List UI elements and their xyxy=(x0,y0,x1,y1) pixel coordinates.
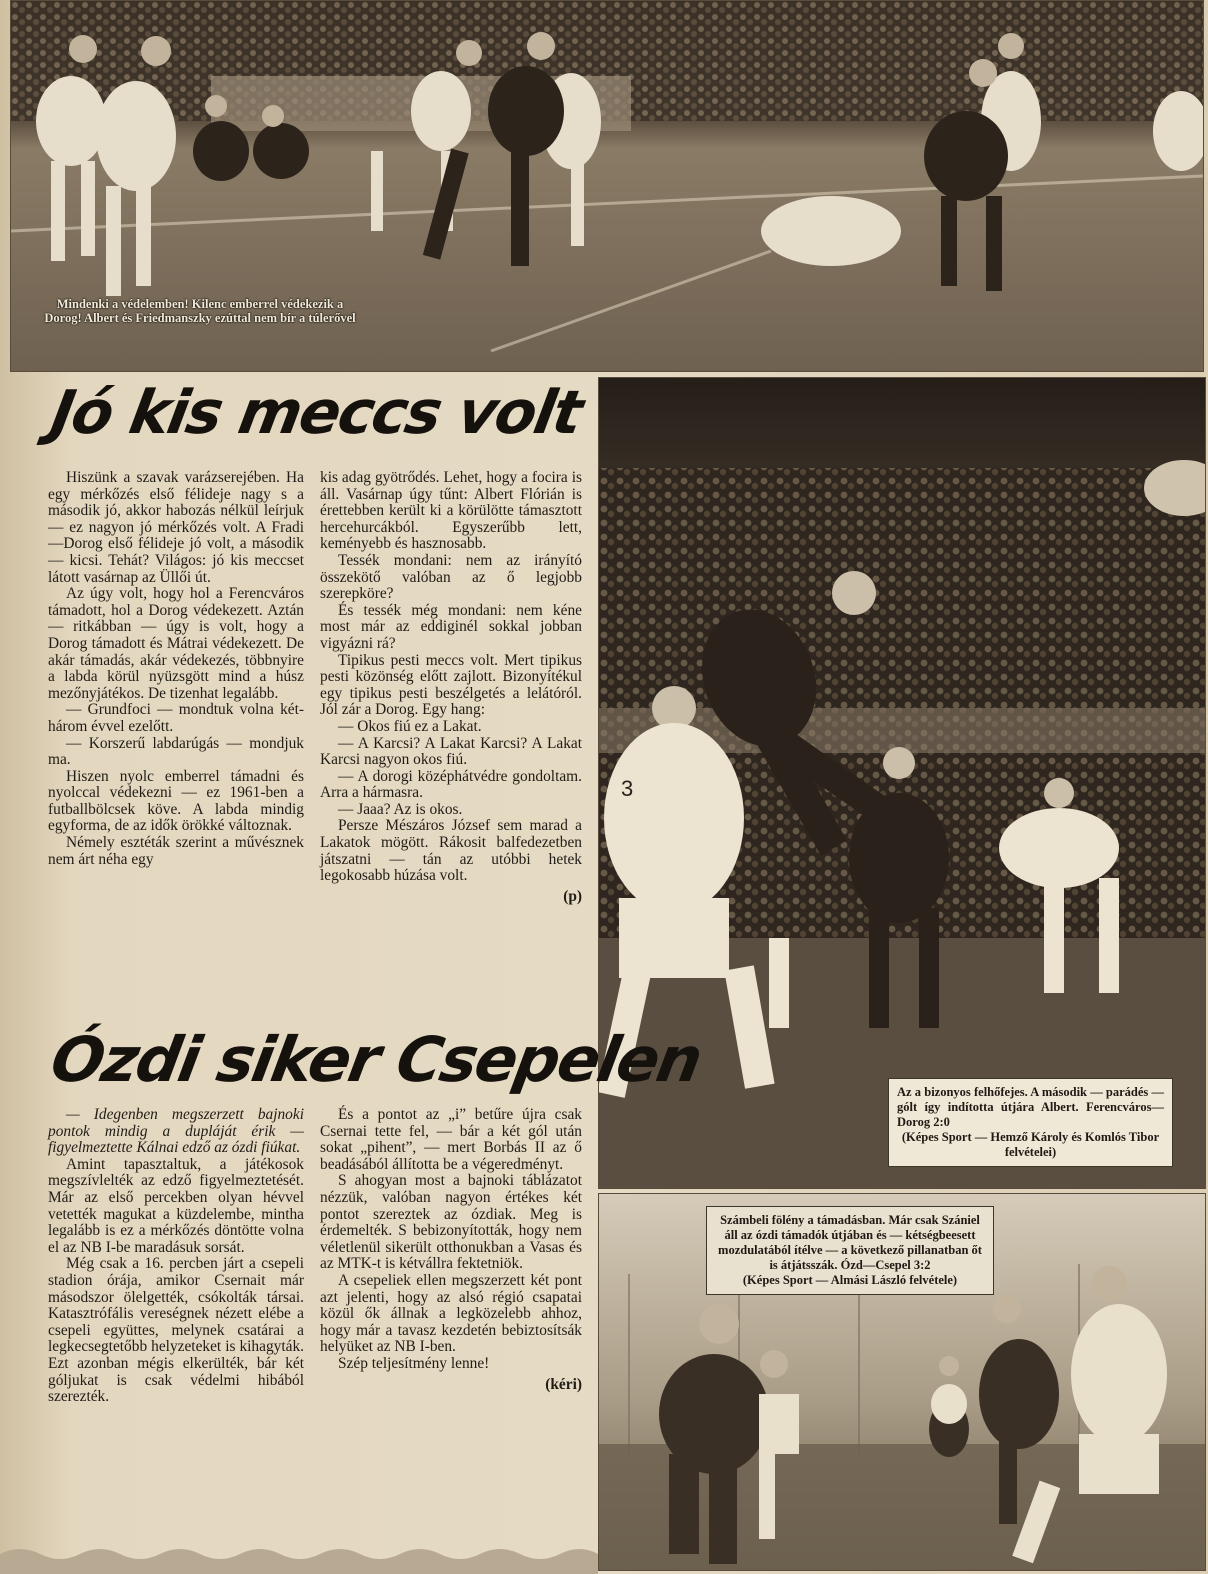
paragraph: — A dorogi középhátvédre gondoltam. Arra a hármasra. xyxy=(320,767,582,802)
shirt-number: 3 xyxy=(621,776,634,801)
article-1-column-1 xyxy=(48,470,304,868)
torn-edge xyxy=(0,1540,598,1574)
bottom-photo-caption-text: Számbeli fölény a támadásban. Már csak Szániel áll az ózdi támadók útjában és — kétségbeesett mozdulatából ítélve — a következő pillanatban őt is átjátsszák. Ózd—Csepel 3:2 xyxy=(718,1213,982,1272)
paragraph: — Idegenben megszerzett bajnoki pontok mindig a dupláját érik — figyelmeztette Kálnai edző az ózdi fiúkat. xyxy=(48,1106,304,1157)
bottom-photo-caption xyxy=(706,1206,994,1295)
headline-article-1: Jó kis meccs volt xyxy=(45,378,587,448)
author-signature: (p) xyxy=(563,887,582,905)
paragraph: — A Karcsi? A Lakat Karcsi? A Lakat Karcsi nagyon okos fiú. xyxy=(320,734,582,769)
paragraph: Amint tapasztaltuk, a játékosok megszívlelték az edző figyelmeztetését. Már az első percekben olyan hévvel vetették magukat a küzdelembe, mintha legalább is ez a mérkőzés döntötte volna el az NB I-be maradásuk sorsát. xyxy=(48,1155,304,1256)
paragraph: És tessék még mondani: nem kéne most már az eddiginél sokkal jobban vigyázni rá? xyxy=(320,601,582,652)
paragraph: Szép teljesítmény lenne! xyxy=(338,1354,490,1372)
top-photo-caption: Mindenki a védelemben! Kilenc emberrel védekezik a Dorog! Albert és Friedmanszky ezúttal nem bír a túlerővel xyxy=(44,297,356,325)
paragraph: Tipikus pesti meccs volt. Mert tipikus pesti közönség előtt zajlott. Bizonyítékul egy tipikus pesti beszélgetés a lelátóról. Jól zár a Dorog. Egy hang: xyxy=(320,651,582,719)
paragraph: És a pontot az „i” betűre újra csak Csernai tette fel, — bár a két gól után sokat „pihent”, — mert Borbás II az ő beadásából állította be a végeredményt. xyxy=(320,1106,582,1173)
paragraph: — Okos fiú ez a Lakat. xyxy=(338,717,482,735)
paragraph: Hiszünk a szavak varázserejében. Ha egy mérkőzés első félideje nagy s a második jó, akkor habozás nélkül leírjuk — ez nagyon jó mérkőzés volt. A Fradi—Dorog első félideje jó volt, a második — kicsi. Tehát? Világos: jó kis meccset látott vasárnap az Üllői út. xyxy=(48,469,304,586)
paragraph: Hiszen nyolc emberrel támadni és nyolccal védekezni — ez 1961-ben a futballbölcsek köve. A labda mindig egyforma, de az idők örökké változnak. xyxy=(48,767,304,835)
right-photo-caption-text: Az a bizonyos felhőfejes. A második — parádés — gólt így indította útjára Albert. Ferencváros—Dorog 2:0 xyxy=(897,1085,1164,1129)
paragraph: Persze Mészáros József sem marad a Lakatok mögött. Rákosit balfedezetben játszatni — tán az utóbbi hetek legokosabb húzása volt. xyxy=(320,817,582,885)
bottom-photo-credit: (Képes Sport — Almási László felvétele) xyxy=(742,1273,958,1287)
article-1-column-2 xyxy=(320,470,582,905)
paragraph: — Grundfoci — mondtuk volna két-három évvel ezelőtt. xyxy=(48,701,304,735)
paragraph: Még csak a 16. percben járt a csepeli stadion órája, amikor Csernait már másodszor ölelgették, csókolták társai. Katasztrófális vereségnek nézett elébe a csepeli együttes, melynek csatárai a legkecsegtetőbb helyzeteket is kihagyták. Ezt azonban mégis elkerülték, bár két góljukat is csak védelmi hibából szerezték. xyxy=(48,1255,304,1406)
right-photo-caption xyxy=(888,1078,1173,1167)
paragraph: Tessék mondani: nem az irányító összekötő valóban az ő legjobb szerepköre? xyxy=(320,551,582,603)
headline-article-2: Ózdi siker Csepelen xyxy=(45,1023,707,1096)
paragraph: — Korszerű labdarúgás — mondjuk ma. xyxy=(48,734,304,769)
paragraph: kis adag gyötrődés. Lehet, hogy a focira is áll. Vasárnap úgy tűnt: Albert Flórián is érettebben került ki a körülötte támasztott hercehurcákból. Egyszerűbb lett, keményebb és hasznosabb. xyxy=(320,469,582,553)
author-signature: (kéri) xyxy=(545,1375,582,1393)
article-2-column-1 xyxy=(48,1107,304,1406)
paragraph: S ahogyan most a bajnoki táblázatot nézzük, valóban nagyon értékes két pontot szereztek az ózdiak. Meg is érdemelték. S bebizonyították, hogy nem véletlenül sikerült otthonukban a Vasas és az MTK-t is kétvállra fektetniök. xyxy=(320,1172,582,1273)
paragraph: A csepeliek ellen megszerzett két pont azt jelenti, hogy az alsó régió csapatai közül ők állnak a legközelebb ahhoz, hogy már a tavasz kezdetén bebiztosítsák helyüket az NB I-ben. xyxy=(320,1271,582,1356)
paragraph: — Jaaa? Az is okos. xyxy=(338,800,463,818)
paragraph: Az úgy volt, hogy hol a Ferencváros támadott, hol a Dorog védekezett. Aztán — ritkábban — úgy is volt, hogy a Dorog támadott és Mátrai védekezett. De akár támadás, akár védekezés, többnyire a labda körül nyüzsgött mind a húsz mezőnyjátékos. De tizenhat legalább. xyxy=(48,585,304,702)
right-photo-credit: (Képes Sport — Hemző Károly és Komlós Tibor felvételei) xyxy=(901,1130,1160,1159)
paragraph: Némely esztéták szerint a művésznek nem árt néha egy xyxy=(48,834,304,868)
article-2-column-2 xyxy=(320,1107,582,1393)
